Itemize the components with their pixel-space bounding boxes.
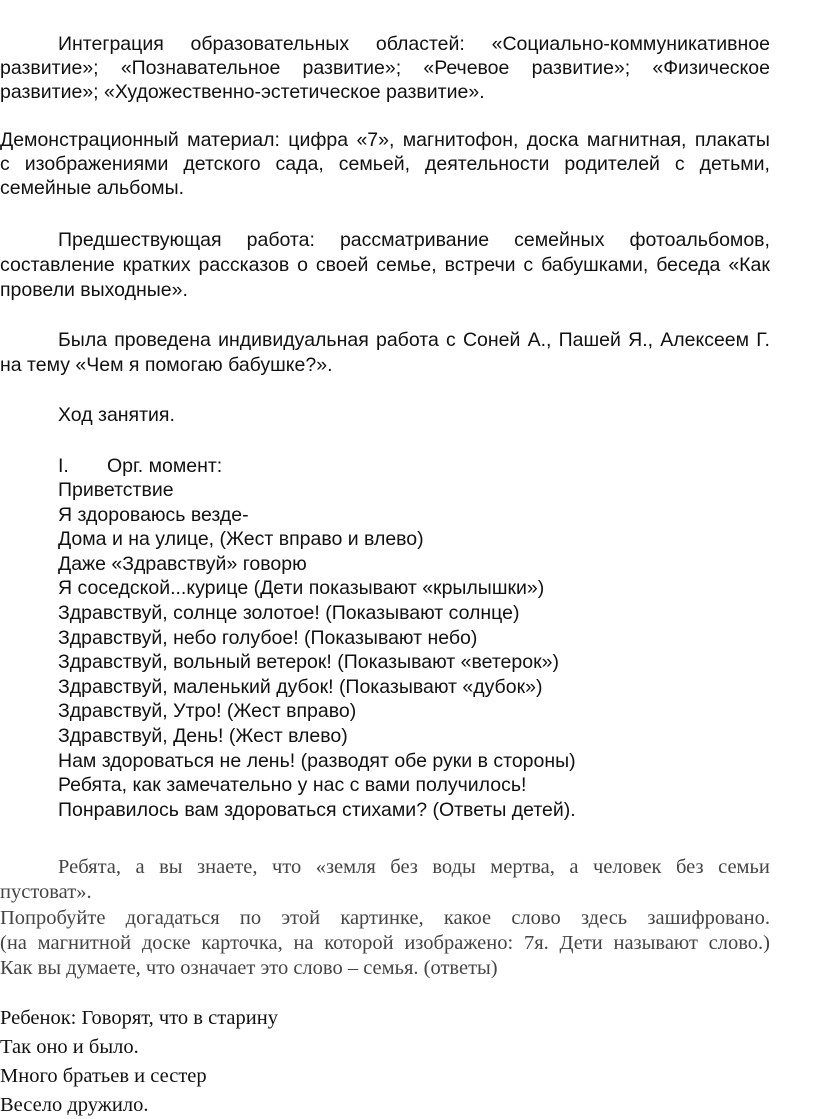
word: своей: [315, 254, 369, 276]
individual-line-1: [58, 328, 770, 352]
greeting-line: Дома и на улице, (Жест вправо и влево): [58, 528, 424, 551]
greeting-line: Приветствие: [58, 479, 174, 501]
preceding-line-2: [0, 253, 770, 277]
demo-line-2: [0, 152, 770, 176]
word: с: [523, 254, 534, 276]
word: «Познавательное: [120, 57, 281, 79]
word: а: [135, 856, 145, 878]
word: а: [569, 856, 579, 878]
word: рассказов: [198, 254, 290, 276]
word: Г.: [756, 329, 770, 351]
word: Попробуйте: [0, 907, 106, 929]
word: без: [676, 856, 704, 878]
word: Демонстрационный: [0, 129, 179, 151]
riddle-line-1: [58, 855, 770, 879]
word: семейных: [514, 229, 605, 251]
word: «Физическое: [652, 57, 770, 79]
word: воды: [432, 856, 476, 878]
child-poem-line: Много братьев и сестер: [0, 1065, 207, 1087]
word: образовательных: [190, 33, 350, 55]
word: Предшествующая: [58, 229, 222, 251]
greeting-line: Здравствуй, небо голубое! (Показывают небо): [58, 626, 478, 649]
word: догадаться: [125, 907, 220, 929]
word: без: [390, 856, 418, 878]
demo-line-1: [0, 128, 770, 152]
word: составление: [0, 254, 115, 276]
word: вы: [159, 856, 183, 878]
riddle-line-5: Как вы думаете, что означает это слово – семья. (ответы): [0, 957, 498, 979]
word: зашифровано.: [647, 907, 770, 929]
word: встречи: [444, 254, 516, 276]
greeting-line: Даже «Здравствуй» говорю: [58, 552, 307, 575]
word: изображено:: [404, 932, 514, 954]
riddle-line-3: [0, 906, 770, 930]
preceding-line-3: провели выходные».: [0, 279, 188, 301]
integration-line-3: развитие»; «Художественно-эстетическое развитие».: [0, 81, 485, 103]
word: здесь: [580, 907, 628, 929]
word: слово: [511, 907, 561, 929]
riddle-line-2: пустоват».: [0, 881, 92, 903]
riddle-line-4: [0, 931, 770, 955]
greeting-line: Здравствуй, солнце золотое! (Показывают солнце): [58, 602, 520, 624]
individual-line-2: на тему «Чем я помогаю бабушке?».: [0, 354, 333, 376]
word: какое: [443, 907, 492, 929]
word: о: [297, 254, 308, 276]
word: знаете,: [197, 856, 258, 878]
word: человек: [593, 856, 662, 878]
greeting-line: Здравствуй, маленький дубок! (Показывают «дубок»): [58, 675, 543, 698]
word: индивидуальная: [218, 329, 369, 351]
greeting-line: Я соседской...курице (Дети показывают «крылышки»): [58, 577, 545, 600]
greeting-line: Здравствуй, День! (Жест влево): [58, 725, 348, 747]
word: детского: [183, 153, 261, 175]
greeting-line: Понравилось вам здороваться стихами? (Ответы детей).: [58, 798, 576, 821]
word: беседа: [656, 254, 721, 276]
word: плакаты: [694, 129, 770, 151]
word: слово.): [708, 932, 770, 954]
word: 7я.: [523, 932, 549, 954]
word: рассматривание: [339, 229, 490, 251]
word: родителей: [564, 153, 660, 175]
word: проведена: [114, 329, 211, 351]
greeting-line: Здравствуй, Утро! (Жест вправо): [58, 700, 357, 723]
preceding-line-1: [58, 228, 770, 252]
word: А.,: [527, 329, 552, 351]
word: «земля: [315, 856, 376, 878]
integration-line-1: [58, 32, 770, 56]
section-title: Орг. момент:: [107, 455, 223, 477]
greeting-line: Ребята, как замечательно у нас с вами получилось!: [58, 774, 527, 797]
word: с: [446, 329, 456, 351]
word: развитие»;: [531, 57, 631, 79]
word: кратких: [122, 254, 191, 276]
word: развитие»;: [302, 57, 402, 79]
demo-line-3: семейные альбомы.: [0, 177, 185, 199]
word: работа:: [246, 229, 315, 251]
word: магнитной: [37, 932, 132, 954]
word: работа: [375, 329, 439, 351]
word: магнитная,: [586, 129, 687, 151]
word: Соней: [462, 329, 521, 351]
word: «Социально-коммуникативное: [491, 33, 770, 55]
word: этой: [281, 907, 321, 929]
word: «Как: [728, 254, 770, 276]
word: детьми,: [699, 153, 770, 175]
word: Была: [58, 329, 108, 351]
word: бабушками,: [541, 254, 649, 276]
word: семье,: [376, 254, 437, 276]
word: которой: [324, 932, 394, 954]
word: семьи: [718, 856, 770, 878]
word: называют: [613, 932, 698, 954]
word: «Речевое: [423, 57, 510, 79]
greeting-line: Нам здороваться не лень! (разводят обе руки в стороны): [58, 749, 576, 772]
word: Дети: [559, 932, 603, 954]
word: на: [293, 932, 314, 954]
word: с: [0, 153, 10, 175]
greeting-line: Здравствуй, вольный ветерок! (Показывают «ветерок»): [58, 651, 559, 674]
child-poem-line: Ребенок: Говорят, что в старину: [0, 1007, 278, 1029]
section-number: I.: [58, 455, 69, 477]
word: карточка,: [201, 932, 283, 954]
word: что: [271, 856, 302, 878]
word: доске: [141, 932, 191, 954]
word: «7»,: [356, 129, 395, 151]
word: Алексеем: [660, 329, 750, 351]
word: Пашей: [558, 329, 621, 351]
word: фотоальбомов,: [629, 229, 770, 251]
word: развитие»;: [0, 57, 99, 79]
word: цифра: [288, 129, 349, 151]
word: семьей,: [338, 153, 411, 175]
word: сада,: [275, 153, 324, 175]
word: картинке,: [340, 907, 424, 929]
course-title: Ход занятия.: [58, 404, 175, 426]
word: деятельности: [425, 153, 550, 175]
word: с: [674, 153, 685, 175]
greeting-line: Я здороваюсь везде-: [58, 503, 249, 526]
word: Я.,: [628, 329, 654, 351]
child-poem-line: Так оно и было.: [0, 1036, 139, 1058]
word: материал:: [187, 129, 280, 151]
integration-line-2: [0, 56, 770, 80]
word: доска: [526, 129, 579, 151]
word: (на: [0, 932, 27, 954]
word: мертва,: [490, 856, 555, 878]
word: магнитофон,: [402, 129, 519, 151]
word: изображениями: [24, 153, 169, 175]
child-poem-line: Весело дружило.: [0, 1094, 149, 1116]
word: Ребята,: [58, 856, 122, 878]
word: Интеграция: [58, 33, 164, 55]
word: по: [239, 907, 262, 929]
word: областей:: [375, 33, 465, 55]
